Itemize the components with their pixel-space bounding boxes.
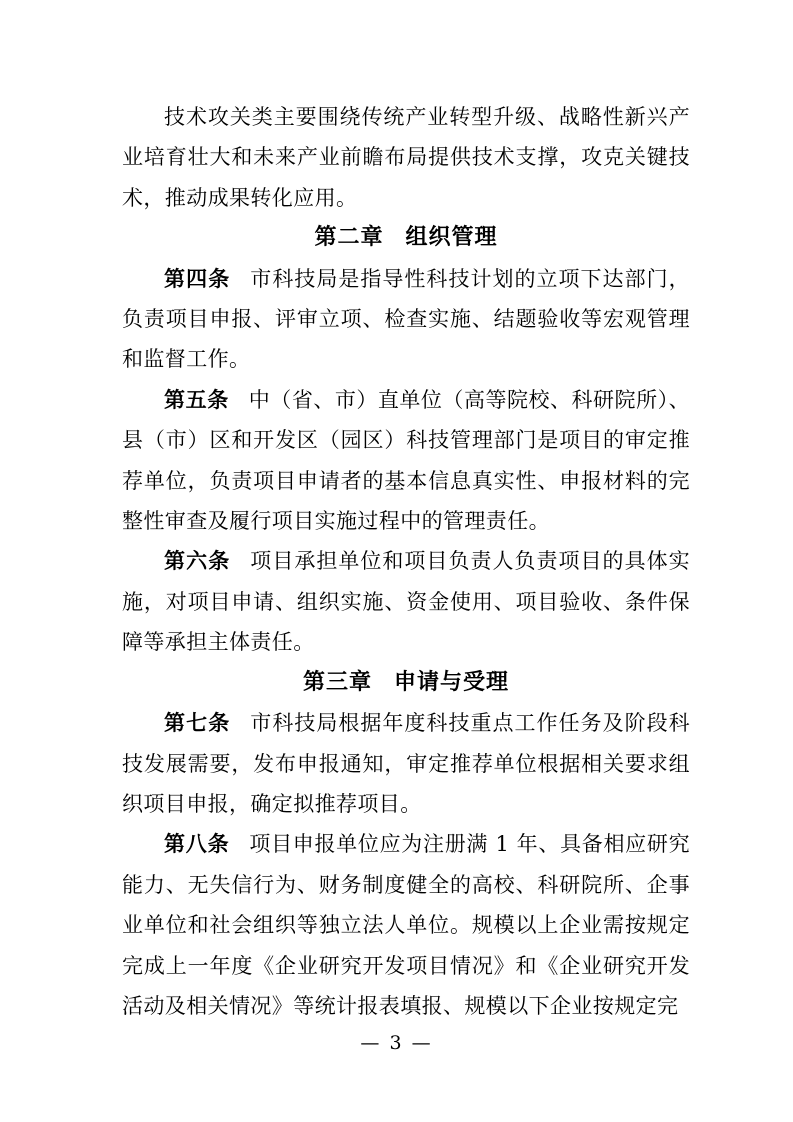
document-body (122, 97, 690, 1026)
chapter-title: 组织管理 (405, 225, 498, 251)
article-number: 第五条 (164, 387, 229, 412)
chapter-number: 第三章 (302, 669, 372, 695)
chapter-heading (122, 218, 690, 258)
article-paragraph: 第四条 市科技局是指导性科技计划的立项下达部门，负责项目申报、评审立项、检查实施、结题验收等宏观管理和监督工作。 (122, 266, 691, 372)
body-paragraph: 技术攻关类主要围绕传统产业转型升级、战略性新兴产业培育壮大和未来产业前瞻布局提供技术支撑，攻克关键技术，推动成果转化应用。 (122, 105, 690, 210)
article-number: 第八条 (164, 832, 230, 857)
article-paragraph: 第五条 中（省、市）直单位（高等院校、科研院所）、县（市）区和开发区（园区）科技管理部门是项目的审定推荐单位，负责项目申请者的基本信息真实性、申报材料的完整性审查及履行项目实施过程中的管理责任。 (122, 387, 691, 534)
chapter-heading (122, 663, 690, 703)
chapter-number: 第二章 (314, 225, 384, 251)
article-paragraph: 第八条 项目申报单位应为注册满 1 年、具备相应研究能力、无失信行为、财务制度健全的高校、科研院所、企事业单位和社会组织等独立法人单位。规模以上企业需按规定完成上一年度《企业研究开发项目情况》和《企业研究开发活动及相关情况》等统计报表填报、规模以下企业按规定完 (122, 832, 690, 1018)
article-paragraph: 第七条 市科技局根据年度科技重点工作任务及阶段科技发展需要，发布申报通知，审定推荐单位根据相关要求组织项目申报，确定拟推荐项目。 (122, 711, 691, 816)
article-number: 第七条 (164, 711, 231, 736)
page-number: — 3 — (360, 1032, 433, 1054)
chapter-title: 申请与受理 (394, 669, 510, 695)
article-paragraph: 第六条 项目承担单位和项目负责人负责项目的具体实施，对项目申请、组织实施、资金使用、项目验收、条件保障等承担主体责任。 (122, 549, 691, 655)
article-number: 第六条 (164, 549, 231, 574)
article-number: 第四条 (164, 266, 231, 291)
